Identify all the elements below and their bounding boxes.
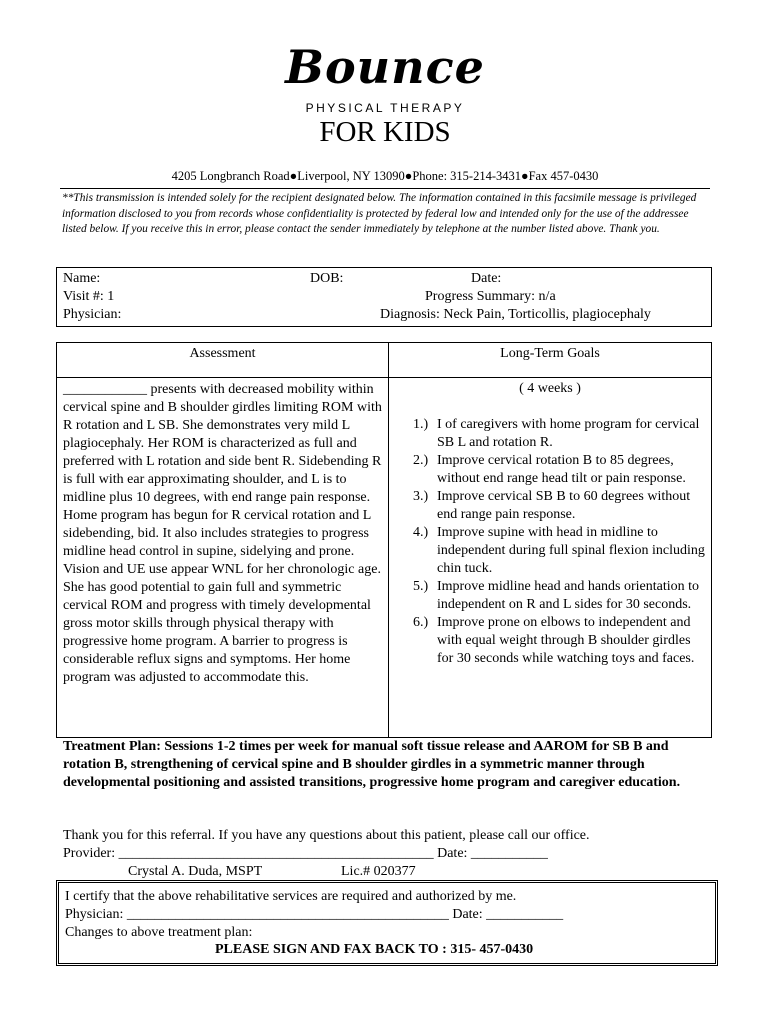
provider-name: Crystal A. Duda, MSPT [128,864,263,879]
phone: Phone: 315-214-3431 [412,169,521,183]
goals-list [391,416,709,668]
goal-number: 6.) [413,615,429,630]
address-line [0,169,770,184]
goal-text: Improve supine with head in midline to independent during full spinal flexion including chin tuck. [437,525,705,576]
list-item [391,614,709,668]
bullet-icon: ● [404,169,413,183]
physician-signature-line: Physician: ______________________________________________ Date: ___________ [65,907,564,922]
logo-bounce: Bounce [285,40,485,94]
assessment-goals-table [56,342,712,738]
patient-info-box [56,267,712,327]
provider-signature-line: Provider: _____________________________________________ Date: ___________ [63,846,548,861]
logo-subtitle: PHYSICAL THERAPY [305,101,465,115]
certification-statement: I certify that the above rehabilitative services are required and authorized by me. [65,889,517,904]
goal-number: 1.) [413,417,429,432]
provider-license: Lic.# 020377 [341,864,416,879]
name-label: Name: [63,271,101,286]
logo-tagline: FOR KIDS [319,116,451,148]
physician-label: Physician: [63,307,122,322]
fax: Fax 457-0430 [528,169,599,183]
thank-you-note: Thank you for this referral. If you have any questions about this patient, please call our office. [63,828,590,843]
goals-duration: ( 4 weeks ) [519,381,581,396]
changes-label: Changes to above treatment plan: [65,925,253,940]
goal-number: 5.) [413,579,429,594]
assessment-text: ____________ presents with decreased mobility within cervical spine and B shoulder girdles limiting ROM with R rotation and L SB. She demonstrates very mild L plagiocephaly. Her ROM is characterized as full and preferred with L rotation and side bent R. Sidebending R is full with ear approximating shoulder, and L is to midline plus 10 degrees, with end range pain response. Home program has begun for R cervical rotation and L sidebending, bid. It also includes strategies to progress midline head control in supine, sidelying and prone. Vision and UE use appear WNL for her chronologic age. She has good potential to gain full and symmetric cervical ROM and progress with timely developmental gross motor skills through physical therapy with progressive home program. A barrier to progress is considerable reflux signs and symptoms. Her home program was adjusted to accommodate this. [63,382,382,685]
goal-number: 2.) [413,453,429,468]
assessment-header: Assessment [189,346,256,361]
date-label: Date: [471,271,502,286]
certification-box [56,880,718,966]
goals-header: Long-Term Goals [500,346,600,361]
list-item [391,524,709,578]
goal-text: Improve prone on elbows to independent and with equal weight through B shoulder girdles for 30 seconds while watching toys and faces. [437,615,695,666]
visit-number: Visit #: 1 [63,289,115,304]
treatment-plan: Treatment Plan: Sessions 1-2 times per week for manual soft tissue release and AAROM for SB B and rotation B, strengthening of cervical spine and B shoulder girdles in a symmetric manner through developmental positioning and assisted transitions, progressive home program and caregiver education. [63,739,681,790]
city: Liverpool, NY 13090 [297,169,405,183]
goal-text: Improve cervical SB B to 60 degrees without end range pain response. [437,489,691,522]
fax-back-instruction: PLEASE SIGN AND FAX BACK TO : 315- 457-0430 [215,942,534,957]
bullet-icon: ● [289,169,298,183]
column-divider [388,343,389,737]
goal-text: I of caregivers with home program for cervical SB L and rotation R. [437,417,700,450]
list-item [391,578,709,614]
bullet-icon: ● [521,169,529,183]
street-address: 4205 Longbranch Road [171,169,290,183]
list-item [391,452,709,488]
dob-label: DOB: [310,271,344,286]
goal-number: 4.) [413,525,429,540]
goal-text: Improve midline head and hands orientation to independent on R and L sides for 30 seconds. [437,579,700,612]
header-divider [60,188,710,189]
goal-text: Improve cervical rotation B to 85 degrees, without end range head tilt or pain response. [437,453,686,486]
confidentiality-disclaimer: **This transmission is intended solely for the recipient designated below. The information contained in this facsimile message is privileged information disclosed to you from records whose confidentiality is protected by federal low and intended only for the use of the addressee listed below. If you receive this in error, please contact the sender immediately by telephone at the number listed above. Thank you. [62,192,697,235]
diagnosis: Diagnosis: Neck Pain, Torticollis, plagiocephaly [380,307,651,322]
list-item [391,488,709,524]
goal-number: 3.) [413,489,429,504]
list-item [391,416,709,452]
progress-summary: Progress Summary: n/a [425,289,556,304]
header-row-divider [57,377,711,378]
